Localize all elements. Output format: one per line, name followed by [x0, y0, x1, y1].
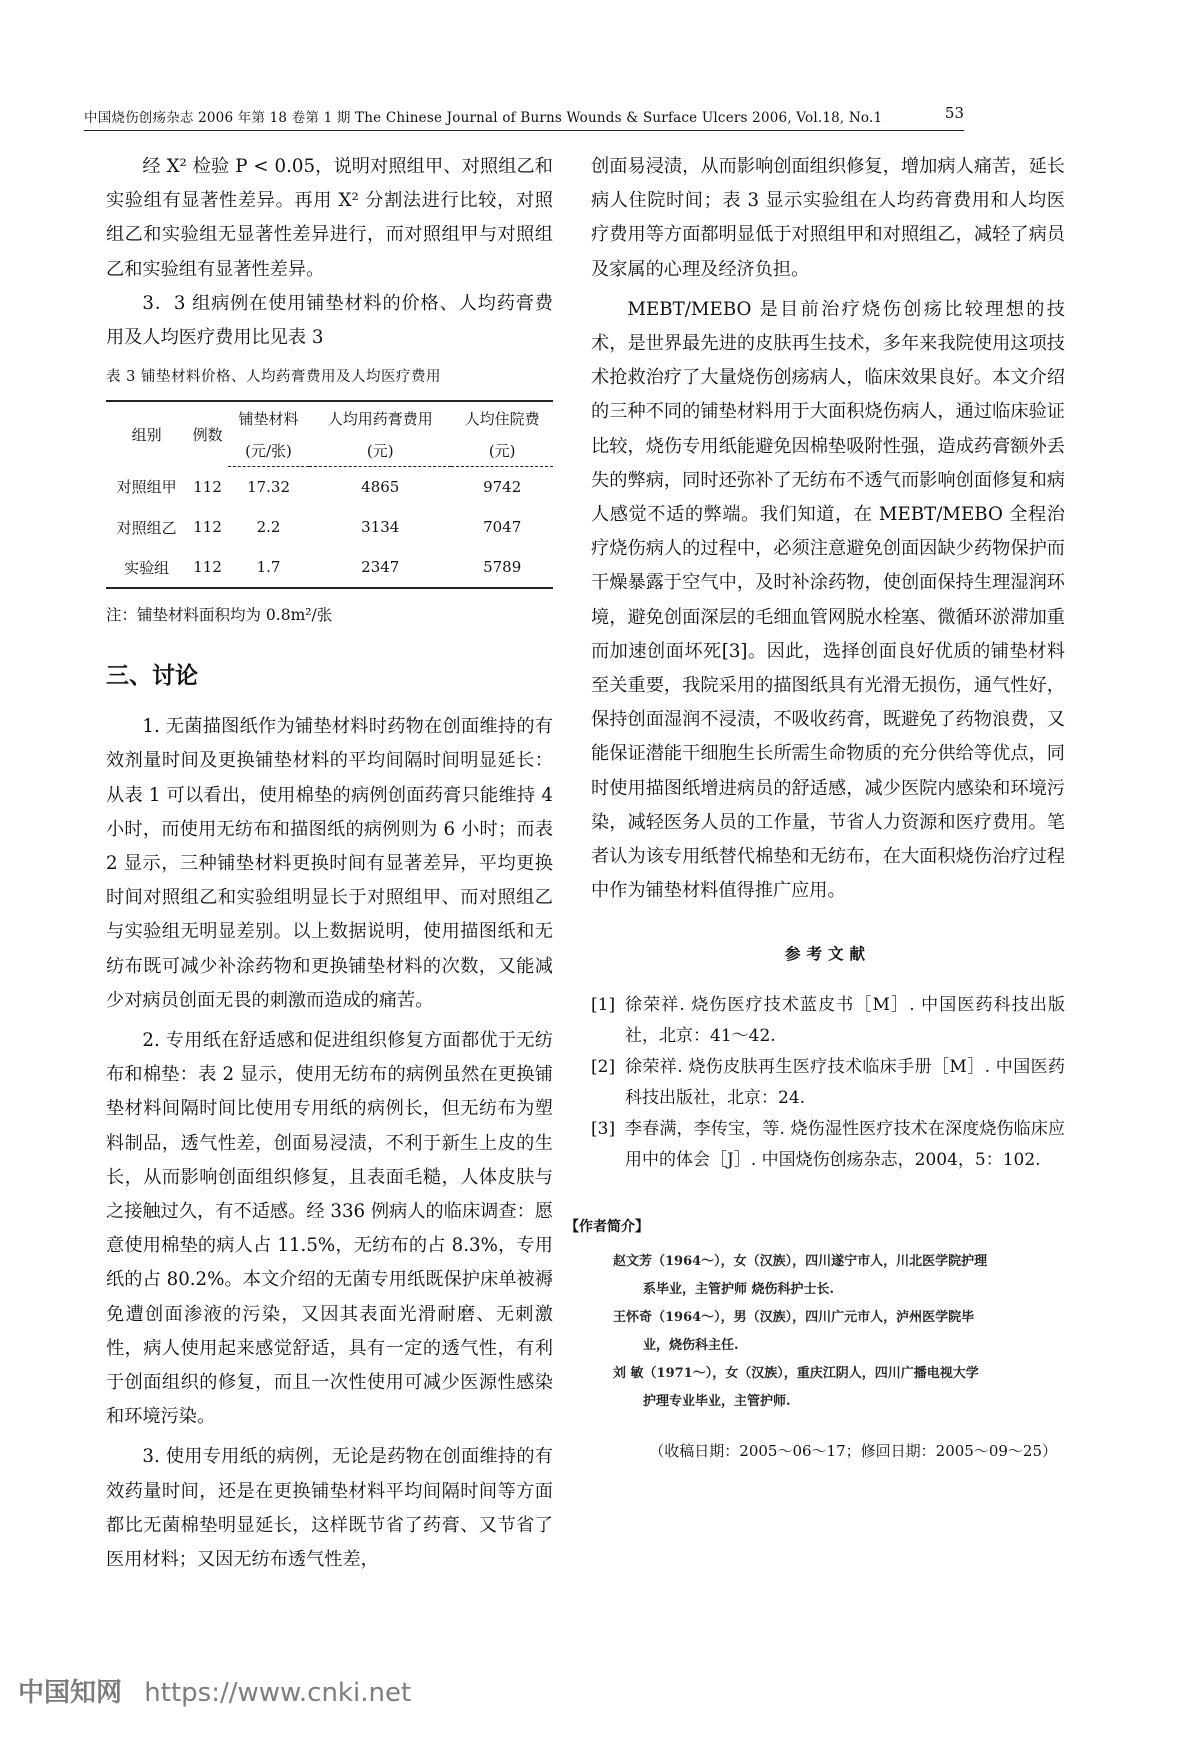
reference-item	[591, 1114, 1065, 1176]
unit-ointment-cost: (元)	[309, 434, 451, 467]
table-cell: 9742	[483, 478, 522, 497]
cnki-url[interactable]: https://www.cnki.net	[144, 1678, 412, 1708]
table-cell: 3134	[361, 518, 400, 537]
table-cell: 对照组甲	[116, 478, 177, 497]
discussion-paragraph-mebt: MEBT/MEBO 是目前治疗烧伤创疡比较理想的技术，是世界最先进的皮肤再生技术，多年来我院使用这项技术抢救治疗了大量烧伤创疡病人，临床效果良好。本文介绍的三种不同的铺垫材料用于大面积烧伤病人，通过临床验证比较，烧伤专用纸能避免因棉垫吸附性强，造成药膏额外丢失的弊病，同时还弥补了无纺布不透气而影响创面修复和病人感觉不适的弊端。我们知道，在 MEBT/MEBO 全程治疗烧伤病人的过程中，必须注意避免创面因缺少药物保护而干燥暴露于空气中，及时补涂药物，使创面保持生理湿润环境，避免创面深层的毛细血管网脱水栓塞、微循环淤滞加重而加速创面坏死[3]。因此，选择创面良好优质的铺垫材料至关重要，我院采用的描图纸具有光滑无损伤，通气性好，保持创面湿润不浸渍，不吸收药膏，既避免了药物浪费，又能保证潜能干细胞生长所需生命物质的充分供给等优点，同时使用描图纸增进病员的舒适感，减少医院内感染和环境污染，减轻医务人员的工作量，节省人力资源和医疗费用。笔者认为该专用纸替代棉垫和无纺布，在大面积烧伤治疗过程中作为铺垫材料值得推广应用。	[591, 298, 1065, 902]
reference-item	[591, 990, 1065, 1052]
header-hospital-cost: 人均住院费	[464, 409, 540, 428]
table-cell: 5789	[451, 547, 553, 588]
right-column	[565, 150, 1065, 1461]
watermark-footer	[18, 1672, 411, 1709]
unit-hospital-cost: (元)	[451, 434, 553, 467]
table-cell: 2347	[309, 547, 451, 588]
cnki-logo: 中国知网	[18, 1678, 123, 1708]
table-cell: 1.7	[228, 547, 309, 588]
author-bio-heading: 【作者简介】	[565, 1219, 649, 1236]
table-cell: 112	[193, 518, 222, 537]
received-revised-dates: （收稿日期：2005～06～17；修回日期：2005～09～25）	[649, 1442, 1057, 1461]
table-row	[106, 547, 553, 588]
reference-number: [2]	[591, 1057, 616, 1078]
left-column	[106, 150, 553, 1577]
author-bio	[591, 1304, 1065, 1360]
author-bio-line: 业，烧伤科主任.	[643, 1338, 739, 1354]
reference-text: 徐荣祥. 烧伤皮肤再生医疗技术临床手册［M］. 中国医药科技出版社，北京：24.	[625, 1057, 1065, 1109]
reference-text: 李春满，李传宝，等. 烧伤湿性医疗技术在深度烧伤临床应用中的体会［J］. 中国烧伤创疡杂志，2004，5：102.	[625, 1119, 1065, 1171]
author-bio-line: 赵文芳（1964～），女（汉族），四川遂宁市人，川北医学院护理	[613, 1254, 988, 1270]
table-header-row	[106, 401, 553, 434]
reference-item	[591, 1052, 1065, 1114]
author-bio-line: 王怀奇（1964～），男（汉族），四川广元市人，泸州医学院毕	[613, 1310, 975, 1326]
author-bio	[591, 1248, 1065, 1304]
table-cell: 2.2	[256, 518, 281, 537]
table-cell: 对照组乙	[116, 518, 177, 537]
table-cell: 112	[193, 477, 222, 496]
table-cell: 112	[187, 547, 228, 588]
discussion-paragraph-2: 2. 专用纸在舒适感和促进组织修复方面都优于无纺布和棉垫：表 2 显示，使用无纺布的病例虽然在更换铺垫材料间隔时间比使用专用纸的病例长，但无纺布为塑料制品，透气性差，创面易浸渍，不利于新生上皮的生长，从而影响创面组织修复，且表面毛糙，人体皮肤与之接触过久，有不适感。经 336 例病人的临床调查：愿意使用棉垫的病人占 11.5%，无纺布的占 8.3%，专用纸的占 80.2%。本文介绍的无菌专用纸既保护床单被褥免遭创面渗液的污染，又因其表面光滑耐磨、无刺激性，病人使用起来感觉舒适，具有一定的透气性，有利于创面组织的修复，而且一次性使用可减少医源性感染和环境污染。	[106, 1030, 553, 1428]
author-bio-line: 系毕业，主管护师 烧伤科护士长.	[643, 1282, 835, 1298]
table-cell: 17.32	[247, 478, 291, 497]
discussion-paragraph-1: 1. 无菌描图纸作为铺垫材料时药物在创面维持的有效剂量时间及更换铺垫材料的平均间隔时间明显延长：从表 1 可以看出，使用棉垫的病例创面药膏只能维持 4 小时，而使用无纺布和描图纸的病例则为 6 小时；而表 2 显示，三种铺垫材料更换时间有显著差异，平均更换时间对照组乙和实验组明显长于对照组甲、而对照组乙与实验组无明显差别。以上数据说明，使用描图纸和无纺布既可减少补涂药物和更换铺垫材料的次数，又能减少对病员创面无畏的刺激而造成的痛苦。	[106, 716, 553, 1011]
table-cell: 实验组	[106, 547, 187, 588]
author-bio-line: 护理专业毕业，主管护师.	[643, 1394, 791, 1410]
discussion-paragraph-3-continued: 创面易浸渍，从而影响创面组织修复，增加病人痛苦，延长病人住院时间；表 3 显示实验组在人均药膏费用和人均医疗费用等方面都明显低于对照组甲和对照组乙，减轻了病员及家属的心理及经济负担。	[591, 156, 1065, 280]
running-header	[84, 102, 964, 131]
table-note: 注：铺垫材料面积均为 0.8m²/张	[106, 606, 333, 625]
running-title: 中国烧伤创疡杂志 2006 年第 18 卷第 1 期 The Chinese Journal of Burns Wounds & Surface Ulcers 2006, Vol.18, No.1	[84, 110, 883, 126]
header-ointment-cost: 人均用药膏费用	[327, 409, 433, 428]
table-row	[106, 467, 553, 508]
reference-text: 徐荣祥. 烧伤医疗技术蓝皮书［M］. 中国医药科技出版社，北京：41～42.	[625, 995, 1065, 1047]
table-cell: 4865	[361, 478, 400, 497]
paragraph-chi-square: 经 X² 检验 P < 0.05，说明对照组甲、对照组乙和实验组有显著性差异。再用 X² 分割法进行比较，对照组乙和实验组无显著性差异进行，而对照组甲与对照组乙和实验组有显著性差异。	[106, 156, 553, 280]
author-bio-line: 刘 敏（1971～），女（汉族），重庆江阴人，四川广播电视大学	[613, 1366, 979, 1382]
table-caption: 表 3 铺垫材料价格、人均药膏费用及人均医疗费用	[106, 369, 441, 386]
author-bio	[591, 1360, 1065, 1416]
table-3	[106, 400, 553, 589]
paragraph-table3-intro: 3．3 组病例在使用铺垫材料的价格、人均药膏费用及人均医疗费用比见表 3	[106, 292, 553, 349]
page-number: 53	[944, 104, 964, 122]
header-material-price: 铺垫材料	[238, 409, 299, 428]
reference-number: [1]	[591, 995, 616, 1016]
discussion-paragraph-3: 3. 使用专用纸的病例，无论是药物在创面维持的有效药量时间，还是在更换铺垫材料平均间隔时间等方面都比无菌棉垫明显延长，这样既节省了药膏、又节省了医用材料；又因无纺布透气性差，	[106, 1446, 553, 1571]
references-title: 参考文献	[784, 945, 871, 964]
header-group: 组别	[131, 425, 162, 444]
header-count: 例数	[192, 425, 223, 444]
section-title: 三、讨论	[106, 663, 198, 690]
table-row	[106, 507, 553, 547]
reference-number: [3]	[591, 1119, 616, 1140]
unit-material-price: (元/张)	[228, 434, 309, 467]
table-cell: 7047	[483, 518, 522, 537]
